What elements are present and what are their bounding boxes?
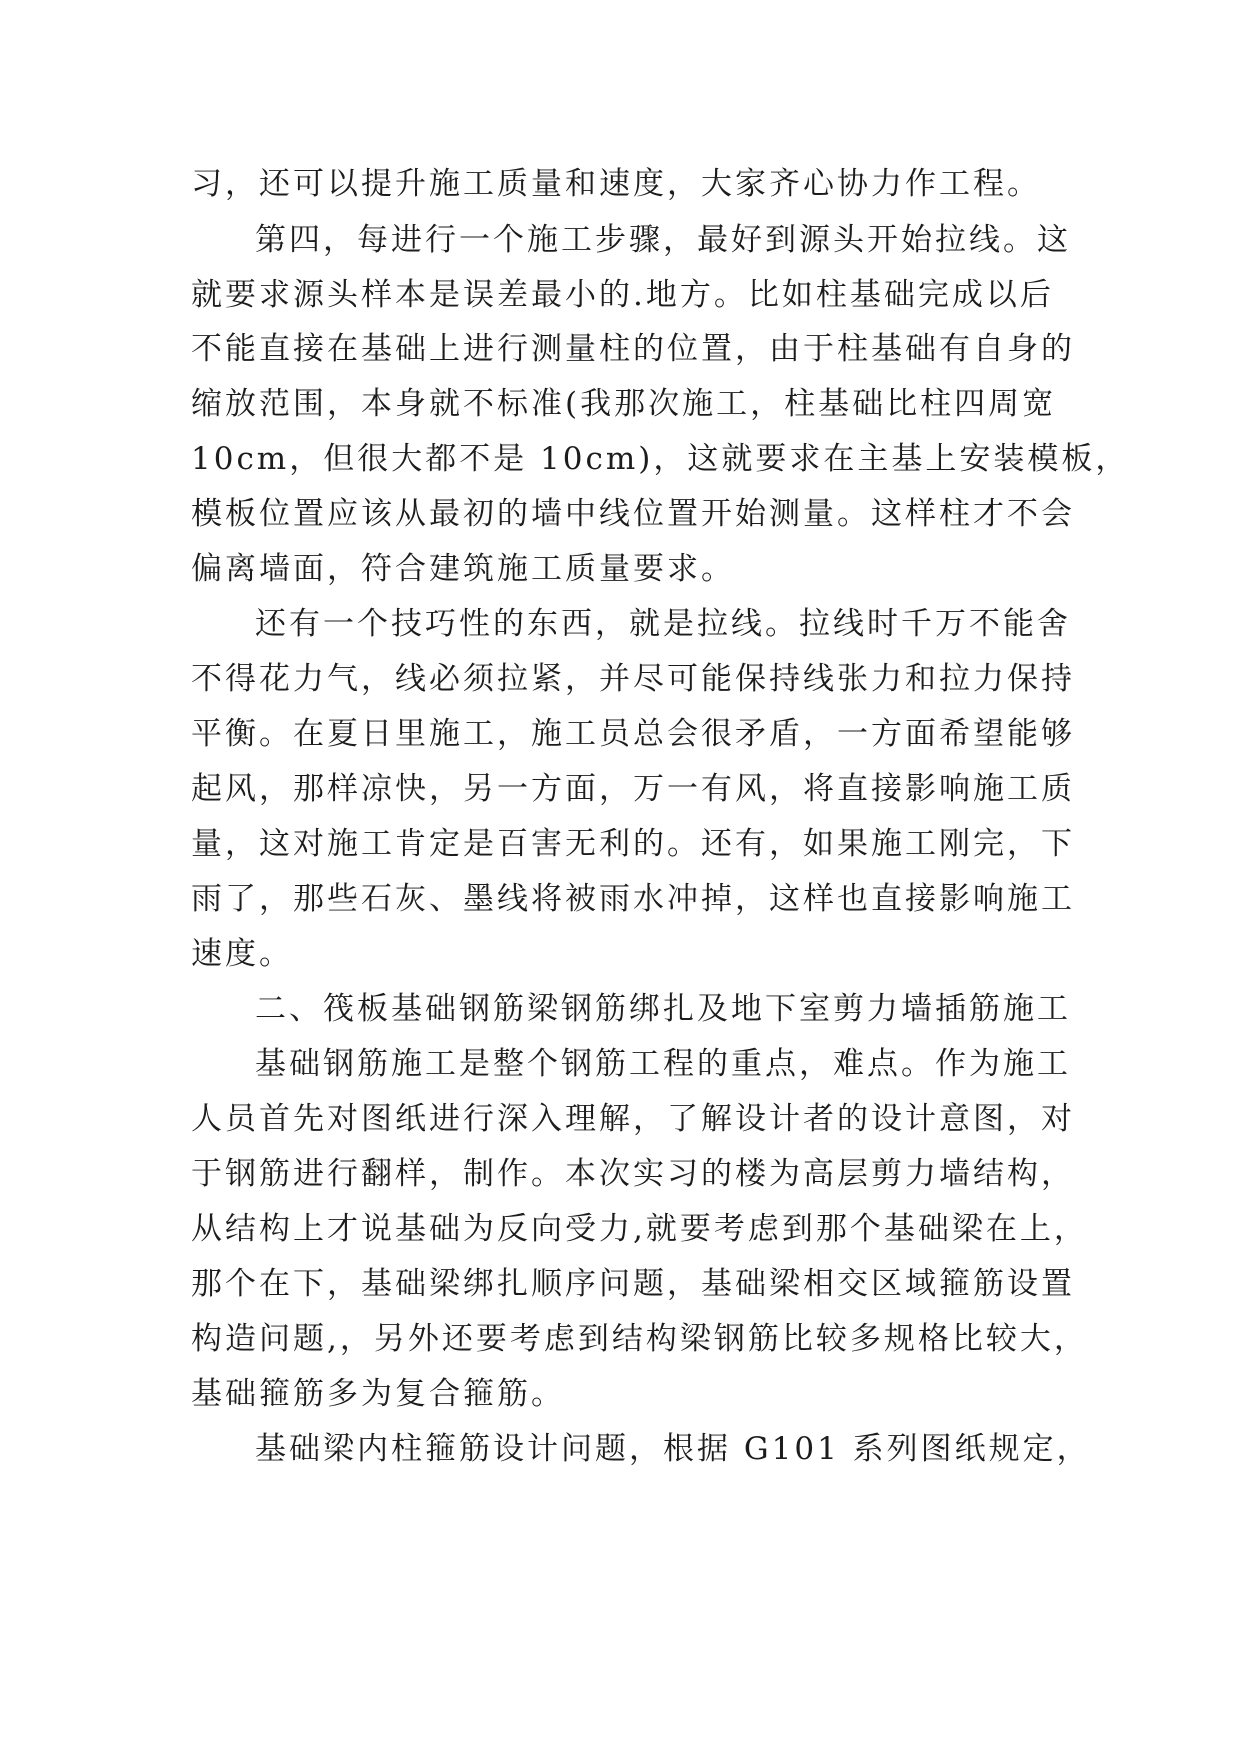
- text-line-11: 平衡。在夏日里施工，施工员总会很矛盾，一方面希望能够: [191, 716, 1075, 752]
- paragraph-line-2: 第四，每进行一个施工步骤，最好到源头开始拉线。这: [255, 222, 1071, 258]
- text-line-22: 构造问题,，另外还要考虑到结构梁钢筋比较多规格比较大，: [191, 1321, 1088, 1357]
- text-line-5: 缩放范围，本身就不标准(我那次施工，柱基础比柱四周宽: [191, 386, 1057, 422]
- text-line-7: 模板位置应该从最初的墙中线位置开始测量。这样柱才不会: [191, 496, 1075, 532]
- text-line-20: 从结构上才说基础为反向受力,就要考虑到那个基础梁在上，: [191, 1211, 1088, 1247]
- text-line-19: 于钢筋进行翻样，制作。本次实习的楼为高层剪力墙结构，: [191, 1156, 1075, 1192]
- paragraph-line-17: 基础钢筋施工是整个钢筋工程的重点，难点。作为施工: [255, 1046, 1071, 1082]
- text-line-8: 偏离墙面，符合建筑施工质量要求。: [191, 551, 735, 587]
- text-line-4: 不能直接在基础上进行测量柱的位置，由于柱基础有自身的: [191, 331, 1075, 367]
- text-line-18: 人员首先对图纸进行深入理解，了解设计者的设计意图，对: [191, 1101, 1075, 1137]
- section-heading: 二、筏板基础钢筋梁钢筋绑扎及地下室剪力墙插筋施工: [255, 991, 1071, 1027]
- text-line-10: 不得花力气，线必须拉紧，并尽可能保持线张力和拉力保持: [191, 661, 1075, 697]
- text-line-23: 基础箍筋多为复合箍筋。: [191, 1376, 565, 1412]
- text-line-6: 10cm，但很大都不是 10cm)，这就要求在主基上安装模板，: [191, 441, 1130, 477]
- text-line-14: 雨了，那些石灰、墨线将被雨水冲掉，这样也直接影响施工: [191, 881, 1075, 917]
- text-line-3: 就要求源头样本是误差最小的.地方。比如柱基础完成以后: [191, 277, 1054, 313]
- paragraph-line-9: 还有一个技巧性的东西，就是拉线。拉线时千万不能舍: [255, 606, 1071, 642]
- text-line-15: 速度。: [191, 936, 293, 972]
- text-line-21: 那个在下，基础梁绑扎顺序问题，基础梁相交区域箍筋设置: [191, 1266, 1075, 1302]
- paragraph-line-24: 基础梁内柱箍筋设计问题，根据 G101 系列图纸规定，: [255, 1431, 1091, 1467]
- text-line-12: 起风，那样凉快，另一方面，万一有风，将直接影响施工质: [191, 771, 1075, 807]
- text-line-13: 量，这对施工肯定是百害无利的。还有，如果施工刚完，下: [191, 826, 1075, 862]
- text-line-1: 习，还可以提升施工质量和速度，大家齐心协力作工程。: [191, 166, 1041, 202]
